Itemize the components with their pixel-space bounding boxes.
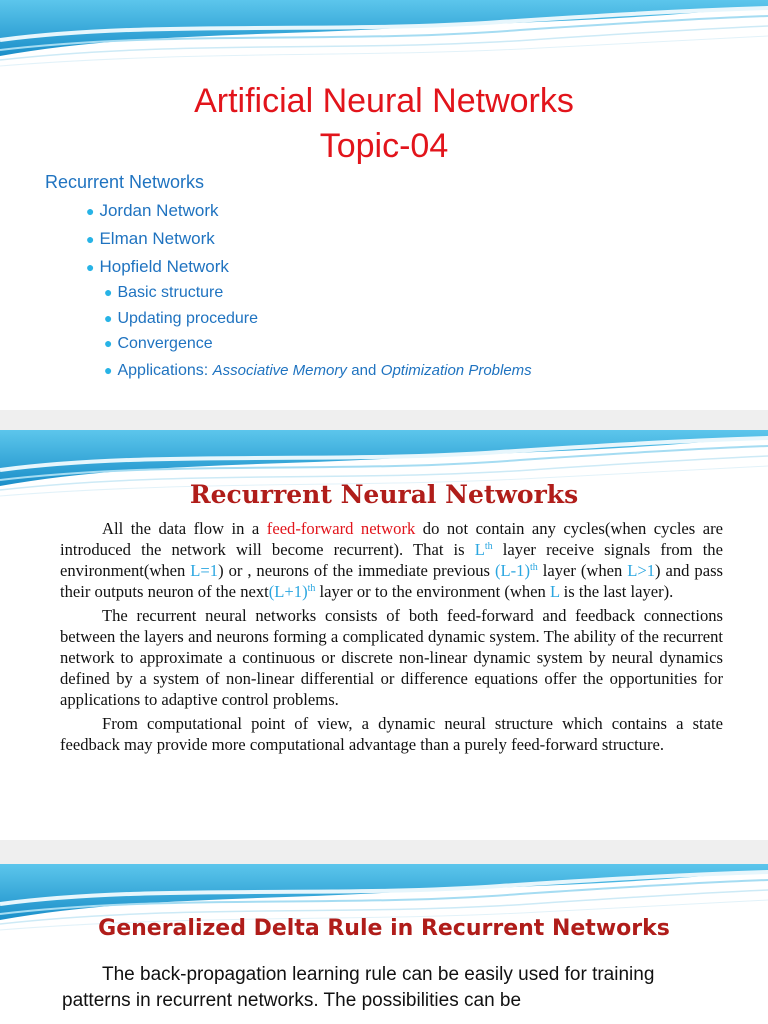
bullet-dot-icon: ● <box>104 362 113 378</box>
paragraph-1: The back-propagation learning rule can be easily used for training patterns in recurrent networks. The possibilities can be <box>62 964 655 1011</box>
slide-1 <box>0 0 768 410</box>
sub-bullet-updating-procedure: ● Updating procedure <box>104 310 259 327</box>
paragraph-3: From computational point of view, a dynamic neural structure which contains a state feedback may provide more computational advantage than a purely feed-forward structure. <box>60 714 723 754</box>
slide-title-line-2: Topic-04 <box>319 127 449 165</box>
wave-header-decoration <box>0 0 768 80</box>
slide-3-title: Generalized Delta Rule in Recurrent Networks <box>98 916 670 941</box>
slide-separator <box>0 410 768 430</box>
bullet-dot-icon: ● <box>86 231 95 247</box>
slide-title-line-1: Artificial Neural Networks <box>194 82 574 120</box>
paragraph-2: The recurrent neural networks consists of both feed-forward and feedback connections between the layers and neurons forming a complicated dynamic system. The ability of the recurrent network to approximate a continuous or discrete non-linear dynamic system by neural dynamics defined by a system of non-linear differential or difference equations offer the opportunities for applications to adaptive control problems. <box>60 606 723 709</box>
section-heading: Recurrent Networks <box>45 172 205 192</box>
bullet-dot-icon: ● <box>104 284 113 300</box>
slide-2-body <box>60 518 723 758</box>
paragraph-1: All the data flow in a feed-forward network do not contain any cycles(when cycles are introduced the network will become recurrent). That is Lth layer receive signals from the environment(when L=1) or , neurons of the immediate previous $(L-1)^{th}$ layer (when L>1) and pass their outputs neuron of the $next(L+1)^{th}$ layer or to the environment (when L is the last layer). <box>60 519 724 601</box>
sub-bullet-basic-structure: ● Basic structure <box>104 284 224 301</box>
bullet-dot-icon: ● <box>86 203 95 219</box>
sub-bullet-convergence: ● Convergence <box>104 335 213 352</box>
bullet-dot-icon: ● <box>86 259 95 275</box>
sub-bullet-applications: ● Applications: Associative Memory and Optimization Problems <box>104 362 532 379</box>
bullet-jordan-network: ● Jordan Network <box>86 201 219 220</box>
slide-separator <box>0 840 768 864</box>
bullet-dot-icon: ● <box>104 310 113 326</box>
bullet-dot-icon: ● <box>104 335 113 351</box>
slide-3-body <box>62 962 722 1014</box>
bullet-elman-network: ● Elman Network <box>86 229 215 248</box>
slide-2-title: Recurrent Neural Networks <box>189 480 579 509</box>
bullet-hopfield-network: ● Hopfield Network <box>86 257 229 276</box>
